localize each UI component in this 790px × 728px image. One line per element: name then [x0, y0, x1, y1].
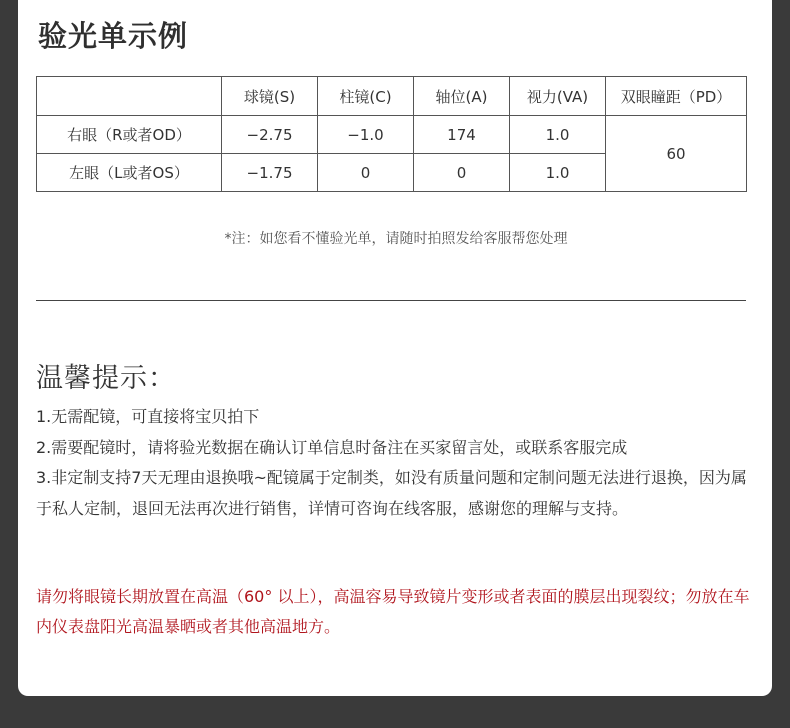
- table-header-empty: [37, 77, 222, 116]
- header-pupillary-distance: 双眼瞳距（PD）: [606, 77, 747, 116]
- header-visual-acuity: 视力(VA): [510, 77, 606, 116]
- tip-item: 1.无需配镜，可直接将宝贝拍下: [36, 407, 260, 426]
- cell-cylinder: −1.0: [318, 116, 414, 154]
- header-cylinder: 柱镜(C): [318, 77, 414, 116]
- table-row: [37, 116, 747, 154]
- cell-pupillary-distance: 60: [606, 116, 747, 192]
- table-header-row: [37, 77, 747, 116]
- cell-sphere: −1.75: [222, 154, 318, 192]
- cell-visual-acuity: 1.0: [510, 154, 606, 192]
- tip-item: 3.非定制支持7天无理由退换哦~配镜属于定制类，如没有质量问题和定制问题无法进行退换，因为属于私人定制，退回无法再次进行销售，详情可咨询在线客服，感谢您的理解与支持。: [36, 468, 747, 518]
- tips-title: 温馨提示：: [36, 363, 176, 394]
- cell-cylinder: 0: [318, 154, 414, 192]
- prescription-table: [36, 76, 747, 192]
- heat-warning: 请勿将眼镜长期放置在高温（60° 以上），高温容易导致镜片变形或者表面的膜层出现裂纹；勿放在车内仪表盘阳光高温暴晒或者其他高温地方。: [36, 587, 750, 636]
- table-note: *注：如您看不懂验光单，请随时拍照发给客服帮您处理: [224, 231, 568, 247]
- tips-list: [36, 402, 761, 524]
- cell-visual-acuity: 1.0: [510, 116, 606, 154]
- page-title: 验光单示例: [38, 19, 189, 53]
- section-divider: [36, 300, 746, 301]
- row-label-left-eye: 左眼（L或者OS）: [37, 154, 222, 192]
- tip-item: 2.需要配镜时，请将验光数据在确认订单信息时备注在买家留言处，或联系客服完成: [36, 437, 628, 457]
- cell-axis: 174: [414, 116, 510, 154]
- cell-sphere: −2.75: [222, 116, 318, 154]
- header-sphere: 球镜(S): [222, 77, 318, 116]
- row-label-right-eye: 右眼（R或者OD）: [37, 116, 222, 154]
- header-axis: 轴位(A): [414, 77, 510, 116]
- cell-axis: 0: [414, 154, 510, 192]
